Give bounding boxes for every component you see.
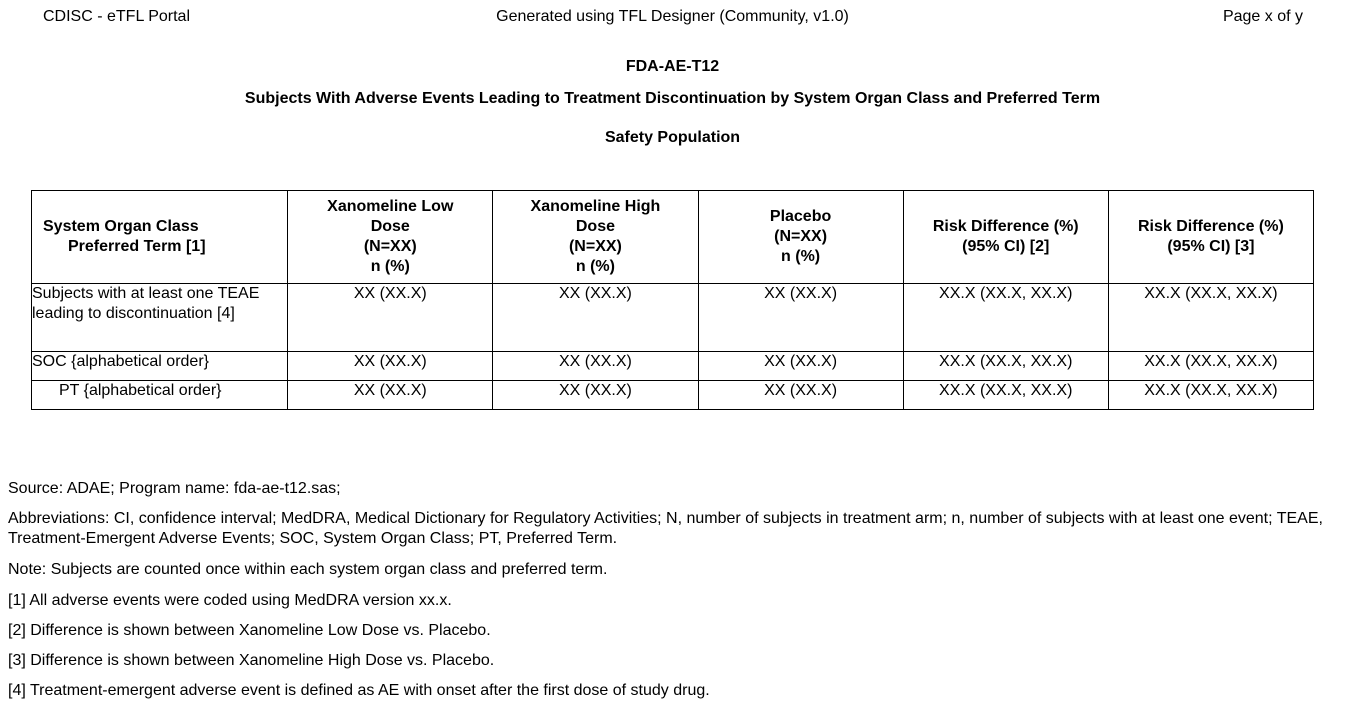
col-header-line: n (%) [575, 258, 615, 275]
col-header-line: n (%) [781, 248, 821, 265]
table-cell: XX (XX.X) [698, 352, 903, 381]
col-header-line: (95% CI) [2] [962, 238, 1050, 255]
col-header-line: Risk Difference (%) [1137, 218, 1284, 235]
col-header-line: (95% CI) [3] [1167, 238, 1255, 255]
table-cell: XX.X (XX.X, XX.X) [903, 381, 1108, 410]
footnote-1: [1] All adverse events were coded using MedDRA version xx.x. [8, 592, 452, 609]
row-label: Subjects with at least one TEAE leading to discontinuation [4] [32, 284, 288, 352]
col-header-line: (N=XX) [363, 238, 417, 255]
table-cell: XX.X (XX.X, XX.X) [1108, 284, 1313, 352]
col-header-line: (N=XX) [774, 228, 828, 245]
header-center-text: Generated using TFL Designer (Community, v1.0) [496, 8, 849, 25]
table-cell: XX.X (XX.X, XX.X) [1108, 381, 1313, 410]
col-header-line: n (%) [370, 258, 410, 275]
table-cell: XX (XX.X) [493, 284, 698, 352]
header-left-text: CDISC - eTFL Portal [43, 8, 190, 25]
row-label: PT {alphabetical order} [32, 381, 288, 410]
col-header-line: Dose [370, 218, 410, 235]
table-cell: XX (XX.X) [288, 284, 493, 352]
table-cell: XX (XX.X) [493, 381, 698, 410]
col-header-line: Xanomeline Low [327, 198, 454, 215]
table-cell: XX.X (XX.X, XX.X) [1108, 352, 1313, 381]
table-cell: XX (XX.X) [698, 284, 903, 352]
footnote-3: [3] Difference is shown between Xanomeline High Dose vs. Placebo. [8, 652, 495, 669]
col-header-line: Risk Difference (%) [932, 218, 1079, 235]
footnote-note: Note: Subjects are counted once within each system organ class and preferred term. [8, 561, 608, 578]
footnote-4: [4] Treatment-emergent adverse event is defined as AE with onset after the first dose of study drug. [8, 682, 710, 699]
col-header-line: Xanomeline High [530, 198, 661, 215]
col-header-xano-high [493, 191, 698, 284]
col-header-line: Preferred Term [1] [68, 238, 206, 255]
col-header-line: Placebo [769, 208, 832, 225]
table-row [32, 381, 1314, 410]
table-cell: XX.X (XX.X, XX.X) [903, 352, 1108, 381]
table-row [32, 284, 1314, 352]
col-header-line: System Organ Class [43, 218, 199, 235]
footnote-source: Source: ADAE; Program name: fda-ae-t12.sas; [8, 480, 341, 497]
col-header-xano-low [288, 191, 493, 284]
table-cell: XX (XX.X) [288, 352, 493, 381]
footnote-2: [2] Difference is shown between Xanomeline Low Dose vs. Placebo. [8, 622, 491, 639]
table-row [32, 352, 1314, 381]
footnote-abbreviations: Abbreviations: CI, confidence interval; MedDRA, Medical Dictionary for Regulatory Activities; N, number of subjects in treatment arm; n, number of subjects with at least one event; TEAE, Treatment-Emergent Adverse Events; SOC, System Organ Class; PT, Preferred Term. [8, 510, 1323, 547]
table-cell: XX.X (XX.X, XX.X) [903, 284, 1108, 352]
row-label: SOC {alphabetical order} [32, 352, 288, 381]
col-header-placebo [698, 191, 903, 284]
table-id: FDA-AE-T12 [625, 58, 720, 75]
page-number: Page x of y [1222, 8, 1303, 25]
col-header-line: Dose [575, 218, 615, 235]
table-header-row [32, 191, 1314, 284]
col-header-risk-diff-low [903, 191, 1108, 284]
table-cell: XX (XX.X) [493, 352, 698, 381]
col-header-risk-diff-high [1108, 191, 1313, 284]
table-cell: XX (XX.X) [698, 381, 903, 410]
col-header-soc [32, 191, 288, 284]
col-header-line: (N=XX) [568, 238, 622, 255]
table-cell: XX (XX.X) [288, 381, 493, 410]
population-title: Safety Population [604, 129, 741, 146]
ae-discontinuation-table [31, 190, 1314, 410]
table-title: Subjects With Adverse Events Leading to Treatment Discontinuation by System Organ Class and Preferred Term [244, 90, 1101, 107]
